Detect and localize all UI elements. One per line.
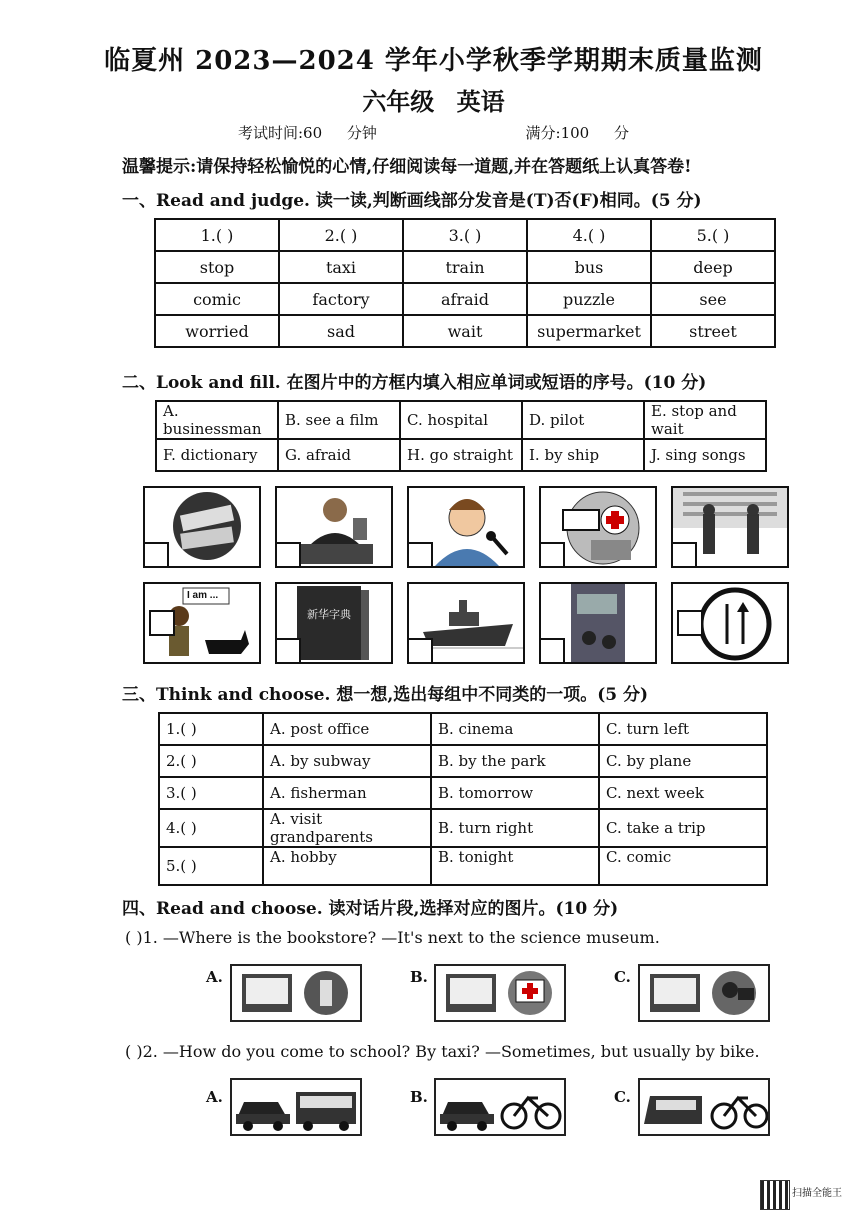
choice-b: B. tonight — [431, 847, 599, 885]
choice-b: B. tomorrow — [431, 777, 599, 809]
option-cell: D. pilot — [522, 401, 644, 439]
answer-box[interactable] — [145, 542, 169, 566]
question-number[interactable]: 3.( ) — [159, 777, 263, 809]
choice-a: A. hobby — [263, 847, 431, 885]
choice-b: B. by the park — [431, 745, 599, 777]
option-cell: F. dictionary — [156, 439, 278, 471]
exam-time: 考试时间:60 分钟 — [238, 124, 377, 142]
table-row — [159, 745, 767, 777]
table-row — [159, 713, 767, 745]
choice-c: C. by plane — [599, 745, 767, 777]
word-cell: train — [403, 251, 527, 283]
word-cell: factory — [279, 283, 403, 315]
option-cell: H. go straight — [400, 439, 522, 471]
option-label-c: C. — [614, 968, 631, 986]
choice-c: C. take a trip — [599, 809, 767, 847]
option-cell: G. afraid — [278, 439, 400, 471]
question-number[interactable]: 3.( ) — [403, 219, 527, 251]
qr-code-icon — [760, 1180, 790, 1210]
table-row — [159, 809, 767, 847]
answer-box[interactable] — [409, 638, 433, 662]
answer-box[interactable] — [673, 542, 697, 566]
answer-box[interactable] — [277, 542, 301, 566]
scanner-label: 扫描全能王 — [792, 1188, 842, 1199]
q1-option-a[interactable] — [230, 964, 362, 1022]
bookstore-cinema-icon — [640, 966, 768, 1020]
question-2: ( )2. —How do you come to school? By taxi? —Sometimes, but usually by bike. — [125, 1042, 760, 1061]
page-title: 临夏州 2023—2024 学年小学秋季学期期末质量监测 — [104, 46, 763, 76]
choice-a: A. post office — [263, 713, 431, 745]
word-cell: afraid — [403, 283, 527, 315]
picture-go-straight-sign — [671, 582, 789, 664]
section2-options-table — [155, 400, 767, 472]
picture-ship — [407, 582, 525, 664]
choice-a: A. visit grandparents — [263, 809, 431, 847]
picture-pilot — [539, 582, 657, 664]
table-row — [159, 847, 767, 885]
answer-box[interactable] — [677, 610, 703, 636]
table-row — [155, 251, 775, 283]
section3-heading: 三、Think and choose. 想一想,选出每组中不同类的一项。(5 分) — [122, 685, 649, 705]
question-number[interactable]: 1.( ) — [159, 713, 263, 745]
word-cell: deep — [651, 251, 775, 283]
word-cell: see — [651, 283, 775, 315]
choice-c: C. turn left — [599, 713, 767, 745]
choice-c: C. comic — [599, 847, 767, 885]
picture-businessman — [275, 486, 393, 568]
page-subtitle: 六年级 英语 — [362, 87, 505, 116]
word-cell: comic — [155, 283, 279, 315]
picture-singer — [407, 486, 525, 568]
table-row — [156, 439, 766, 471]
question-number[interactable]: 5.( ) — [159, 847, 263, 885]
choice-b: B. cinema — [431, 713, 599, 745]
option-label-a: A. — [206, 1088, 223, 1106]
option-cell: A. businessman — [156, 401, 278, 439]
word-cell: puzzle — [527, 283, 651, 315]
question-number[interactable]: 4.( ) — [159, 809, 263, 847]
choice-b: B. turn right — [431, 809, 599, 847]
table-row — [159, 777, 767, 809]
option-cell: B. see a film — [278, 401, 400, 439]
speech-text: I am ... — [187, 590, 219, 601]
taxi-bike-icon — [436, 1080, 564, 1134]
option-label-b: B. — [410, 1088, 428, 1106]
exam-info — [0, 122, 867, 143]
section2-heading: 二、Look and fill. 在图片中的方框内填入相应单词或短语的序号。(10 分) — [122, 373, 707, 393]
option-label-a: A. — [206, 968, 223, 986]
table-row — [155, 315, 775, 347]
choice-c: C. next week — [599, 777, 767, 809]
word-cell: wait — [403, 315, 527, 347]
warm-tip: 温馨提示:请保持轻松愉悦的心情,仔细阅读每一道题,并在答题纸上认真答卷! — [122, 157, 692, 177]
answer-box[interactable] — [409, 542, 433, 566]
section1-table — [154, 218, 776, 348]
section1-heading: 一、Read and judge. 读一读,判断画线部分发音是(T)否(F)相同。(5 分) — [122, 191, 702, 211]
choice-a: A. fisherman — [263, 777, 431, 809]
q2-option-a[interactable] — [230, 1078, 362, 1136]
bookstore-science-museum-icon — [232, 966, 360, 1020]
section3-table — [158, 712, 768, 886]
option-label-c: C. — [614, 1088, 631, 1106]
book-title: 新华字典 — [307, 608, 351, 621]
option-cell: C. hospital — [400, 401, 522, 439]
word-cell: sad — [279, 315, 403, 347]
bookstore-hospital-icon — [436, 966, 564, 1020]
table-row — [155, 283, 775, 315]
word-cell: taxi — [279, 251, 403, 283]
word-cell: bus — [527, 251, 651, 283]
option-cell: J. sing songs — [644, 439, 766, 471]
word-cell: street — [651, 315, 775, 347]
picture-dictionary — [275, 582, 393, 664]
word-cell: supermarket — [527, 315, 651, 347]
picture-afraid-boy — [143, 582, 261, 664]
option-label-b: B. — [410, 968, 428, 986]
question-number[interactable]: 2.( ) — [159, 745, 263, 777]
option-cell: I. by ship — [522, 439, 644, 471]
picture-film-tickets — [143, 486, 261, 568]
answer-box[interactable] — [541, 542, 565, 566]
question-1: ( )1. —Where is the bookstore? —It's next to the science museum. — [125, 928, 660, 947]
table-row — [156, 401, 766, 439]
option-cell: E. stop and wait — [644, 401, 766, 439]
answer-box[interactable] — [277, 638, 301, 662]
question-number[interactable]: 1.( ) — [155, 219, 279, 251]
answer-box[interactable] — [541, 638, 565, 662]
answer-box[interactable] — [149, 610, 175, 636]
choice-a: A. by subway — [263, 745, 431, 777]
train-bike-icon — [640, 1080, 768, 1134]
full-score: 满分:100 分 — [525, 124, 629, 142]
word-cell: worried — [155, 315, 279, 347]
table-row — [155, 219, 775, 251]
section4-heading: 四、Read and choose. 读对话片段,选择对应的图片。(10 分) — [122, 899, 619, 919]
question-number[interactable]: 2.( ) — [279, 219, 403, 251]
q1-option-b[interactable] — [434, 964, 566, 1022]
taxi-bus-icon — [232, 1080, 360, 1134]
q2-option-c[interactable] — [638, 1078, 770, 1136]
question-number[interactable]: 5.( ) — [651, 219, 775, 251]
picture-hospital — [539, 486, 657, 568]
q2-option-b[interactable] — [434, 1078, 566, 1136]
picture-crossing — [671, 486, 789, 568]
word-cell: stop — [155, 251, 279, 283]
q1-option-c[interactable] — [638, 964, 770, 1022]
question-number[interactable]: 4.( ) — [527, 219, 651, 251]
